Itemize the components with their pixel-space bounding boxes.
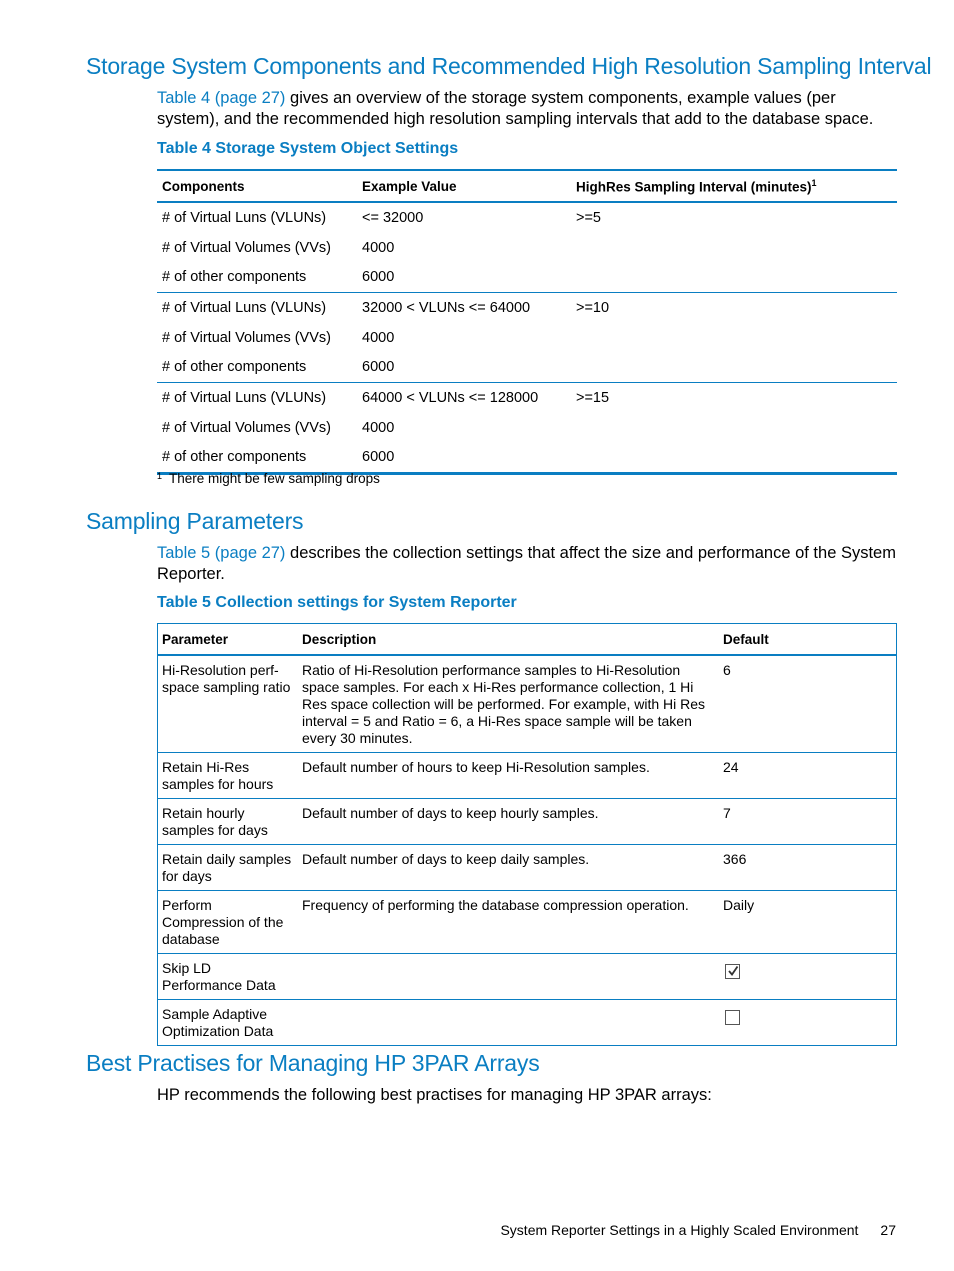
default-cell: 366	[719, 845, 897, 891]
parameter-cell: Perform Compression of the database	[158, 891, 299, 954]
table-cell: # of other components	[157, 352, 357, 382]
table-cell: <= 32000	[362, 209, 424, 226]
table-row	[157, 443, 897, 474]
table-cell: 32000 < VLUNs <= 64000	[362, 299, 531, 316]
table-cell	[571, 352, 897, 382]
table-row	[158, 891, 897, 954]
table-row	[158, 655, 897, 753]
column-header-components: Components	[157, 170, 357, 202]
checkmark-icon	[727, 965, 739, 977]
description-cell: Default number of days to keep daily samples.	[298, 845, 719, 891]
table-cell	[571, 323, 897, 353]
table-cell: 6000	[357, 262, 571, 292]
parameter-cell: Retain hourly samples for days	[158, 799, 299, 845]
table-cell: # of Virtual Luns (VLUNs)	[162, 299, 327, 316]
table-cell: >=15	[576, 389, 610, 406]
table-cell: 4000	[362, 239, 395, 256]
default-checkbox-cell	[719, 1000, 897, 1046]
table-row	[157, 323, 897, 353]
table-row	[158, 845, 897, 891]
table5-link[interactable]: Table 5 (page 27)	[157, 544, 286, 562]
parameter-cell: Hi-Resolution perf-space sampling ratio	[158, 655, 299, 753]
table-header-row	[157, 170, 897, 202]
section-intro-paragraph: HP recommends the following best practises for managing HP 3PAR arrays:	[157, 1086, 712, 1104]
table-row	[158, 753, 897, 799]
table-cell: 64000 < VLUNs <= 128000	[362, 389, 539, 406]
description-cell: Default number of hours to keep Hi-Resolution samples.	[298, 753, 719, 799]
storage-object-settings-table	[157, 169, 897, 475]
table-cell	[571, 262, 897, 292]
table-cell: >=5	[576, 209, 601, 226]
collection-settings-table	[157, 623, 897, 1046]
section-intro-paragraph	[157, 88, 902, 130]
footnote-number: 1	[157, 471, 163, 481]
description-cell: Frequency of performing the database compression operation.	[298, 891, 719, 954]
table5-caption: Table 5 Collection settings for System Reporter	[157, 594, 517, 611]
table-cell	[571, 233, 897, 263]
footnote-text: There might be few sampling drops	[169, 471, 380, 486]
column-header-parameter: Parameter	[158, 624, 299, 656]
table-cell	[571, 413, 897, 443]
parameter-cell: Retain Hi-Res samples for hours	[158, 753, 299, 799]
parameter-cell: Sample Adaptive Optimization Data	[158, 1000, 299, 1046]
page-number: 27	[880, 1222, 896, 1238]
header-label: HighRes Sampling Interval (minutes)	[576, 179, 812, 195]
table-row	[158, 799, 897, 845]
column-header-default: Default	[719, 624, 897, 656]
section-heading-sampling-parameters: Sampling Parameters	[86, 508, 304, 534]
default-checkbox-cell	[719, 954, 897, 1000]
description-cell	[298, 1000, 719, 1046]
table4-footnote	[157, 471, 380, 486]
table-cell: # of Virtual Volumes (VVs)	[162, 329, 331, 346]
table-cell: # of Virtual Luns (VLUNs)	[162, 389, 327, 406]
footer-title: System Reporter Settings in a Highly Scaled Environment	[500, 1222, 859, 1238]
table-row	[157, 383, 897, 413]
table-cell: 6000	[357, 352, 571, 382]
table-cell: 4000	[362, 329, 395, 346]
table-cell	[571, 443, 897, 474]
page-footer	[500, 1222, 896, 1238]
unchecked-checkbox[interactable]	[725, 1010, 740, 1025]
table-row	[157, 352, 897, 382]
description-cell: Ratio of Hi-Resolution performance samples to Hi-Resolution space samples. For each x Hi-Res performance collection, 1 Hi Res space collection will be performed. For example, with Hi Res interval = 5 and Ratio = 6, a Hi-Res space sample will be taken every 30 minutes.	[298, 655, 719, 753]
table-cell: 6000	[357, 443, 571, 474]
intro-text: gives an overview of the storage system components, example values (per system), and the recommended high resolution sampling intervals that add to the database space.	[157, 89, 874, 128]
table-cell: # of Virtual Volumes (VVs)	[162, 419, 331, 436]
table-row	[157, 262, 897, 292]
section-intro-paragraph	[157, 543, 902, 585]
column-header-description: Description	[298, 624, 719, 656]
table-cell: >=10	[576, 299, 610, 316]
table-cell: 4000	[362, 419, 395, 436]
column-header-example-value: Example Value	[357, 170, 571, 202]
description-cell	[298, 954, 719, 1000]
table4-caption: Table 4 Storage System Object Settings	[157, 140, 459, 157]
checked-checkbox[interactable]	[725, 964, 740, 979]
default-cell: 24	[719, 753, 897, 799]
table-row	[158, 1000, 897, 1046]
section-heading-best-practises: Best Practises for Managing HP 3PAR Arrays	[86, 1050, 540, 1076]
default-cell: 6	[719, 655, 897, 753]
parameter-cell: Retain daily samples for days	[158, 845, 299, 891]
default-cell: 7	[719, 799, 897, 845]
table-row	[158, 954, 897, 1000]
table-row	[157, 293, 897, 323]
footnote-mark: 1	[811, 177, 817, 188]
column-header-highres-interval	[571, 170, 897, 202]
table4-link[interactable]: Table 4 (page 27)	[157, 89, 286, 107]
table-cell: # of other components	[157, 443, 357, 474]
table-cell: # of other components	[157, 262, 357, 292]
intro-text: describes the collection settings that affect the size and performance of the System Reporter.	[157, 544, 896, 583]
table-header-row	[158, 624, 897, 656]
table-cell: # of Virtual Luns (VLUNs)	[162, 209, 327, 226]
table-row	[157, 202, 897, 233]
description-cell: Default number of days to keep hourly samples.	[298, 799, 719, 845]
default-cell: Daily	[719, 891, 897, 954]
table-cell: # of Virtual Volumes (VVs)	[162, 239, 331, 256]
table-row	[157, 233, 897, 263]
section-heading-storage-components: Storage System Components and Recommended High Resolution Sampling Interval	[86, 53, 932, 79]
parameter-cell: Skip LD Performance Data	[158, 954, 299, 1000]
table-row	[157, 413, 897, 443]
